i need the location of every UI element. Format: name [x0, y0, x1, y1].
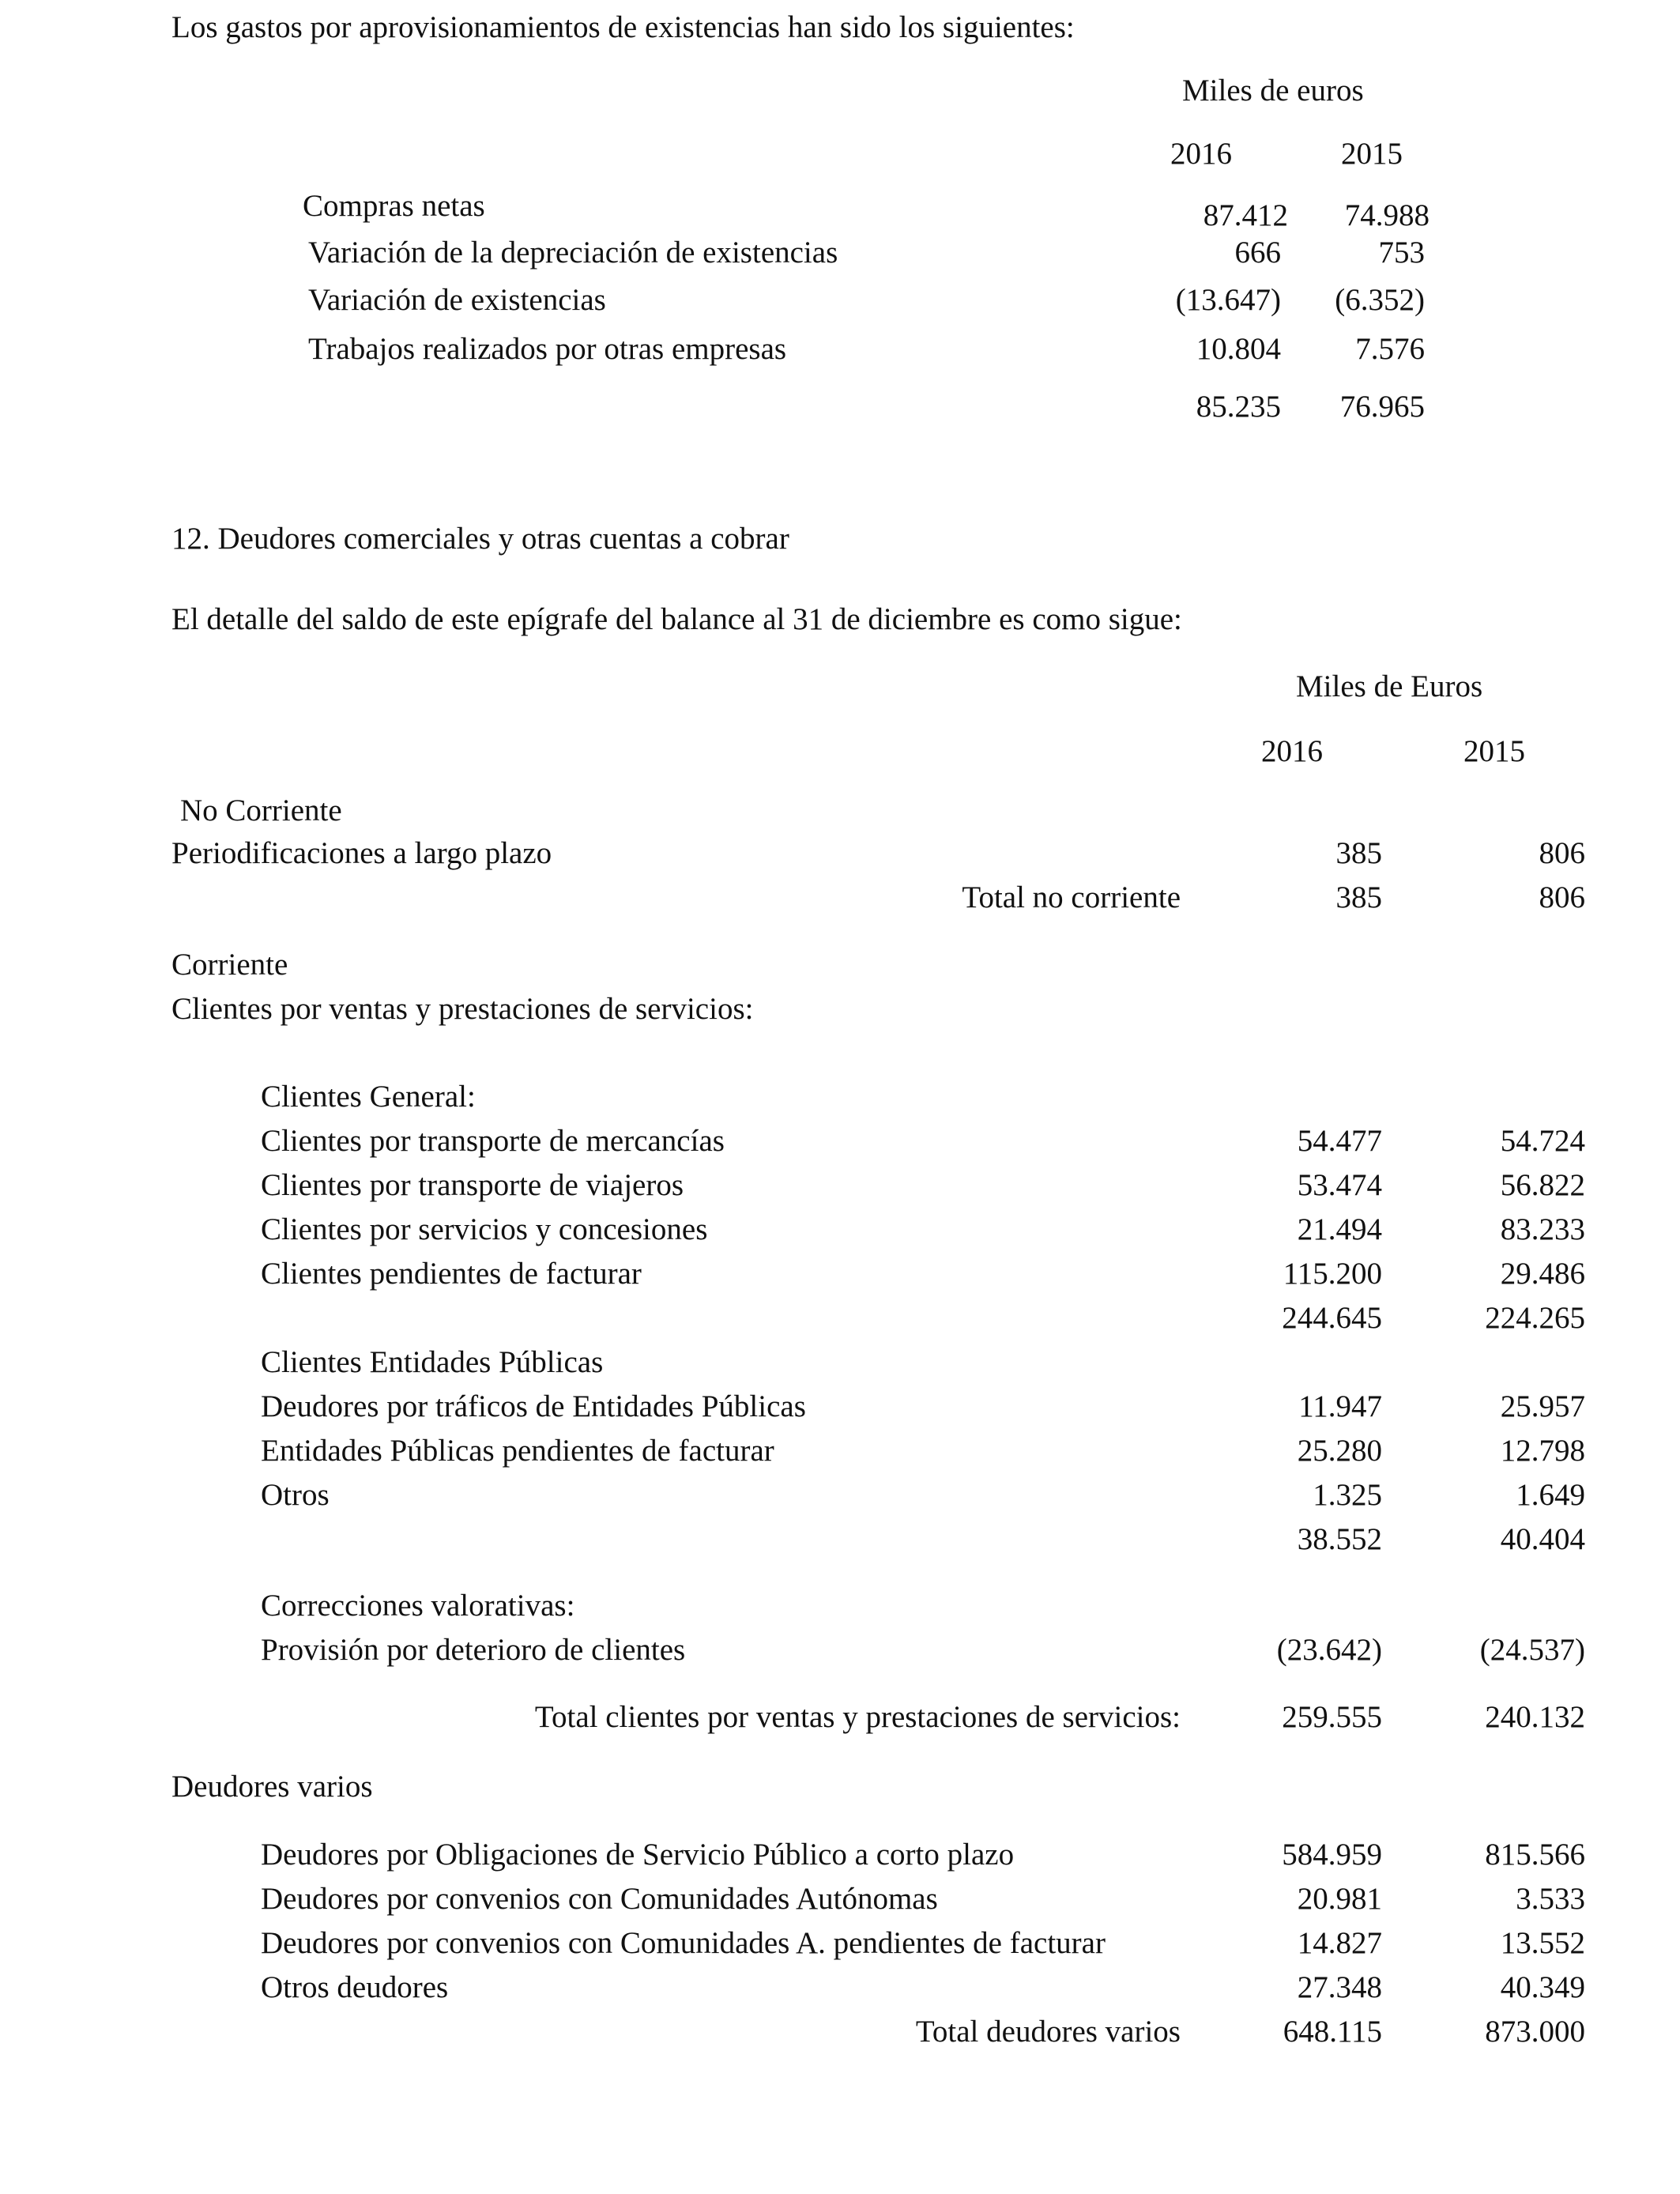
row-label: Otros deudores	[261, 1970, 449, 2004]
value-2016: 27.348	[1297, 1970, 1382, 2004]
row-label: Variación de existencias	[308, 283, 606, 317]
row-label: Clientes pendientes de facturar	[261, 1257, 642, 1291]
value-2015: 1.649	[1516, 1478, 1585, 1512]
clientes-general-heading: Clientes General:	[261, 1080, 476, 1114]
row-label: Deudores por convenios con Comunidades Autónomas	[261, 1882, 938, 1916]
value-2016: 14.827	[1297, 1926, 1382, 1960]
row-label: Deudores por tráficos de Entidades Públicas	[261, 1389, 806, 1423]
value-2016: (13.647)	[1175, 283, 1281, 317]
row-label: Periodificaciones a largo plazo	[171, 836, 552, 870]
row-label: Clientes por transporte de viajeros	[261, 1168, 684, 1202]
table1-unit-header: Miles de euros	[1182, 74, 1364, 107]
value-2016: 584.959	[1282, 1838, 1382, 1872]
value-2016: 1.325	[1313, 1478, 1382, 1512]
row-label: Clientes por servicios y concesiones	[261, 1212, 708, 1246]
row-label: Clientes por transporte de mercancías	[261, 1124, 725, 1158]
value-2015: 806	[1539, 836, 1585, 870]
intro-text: Los gastos por aprovisionamientos de existencias han sido los siguientes:	[171, 10, 1075, 44]
row-label: Deudores por convenios con Comunidades A. pendientes de facturar	[261, 1926, 1106, 1960]
value-2016: 385	[1335, 836, 1382, 870]
table1-year-2016: 2016	[1170, 137, 1232, 171]
corriente-heading: Corriente	[171, 948, 288, 982]
row-label: Compras netas	[303, 189, 485, 223]
value-2015: 12.798	[1500, 1434, 1585, 1468]
value-2016: 54.477	[1297, 1124, 1382, 1158]
row-label: Provisión por deterioro de clientes	[261, 1633, 686, 1667]
total-deudores-varios-label: Total deudores varios	[915, 2015, 1181, 2049]
value-2015: (6.352)	[1335, 283, 1425, 317]
value-2016: 11.947	[1298, 1389, 1382, 1423]
total-2016: 85.235	[1196, 390, 1281, 424]
section-intro: El detalle del saldo de este epígrafe del balance al 31 de diciembre es como sigue:	[171, 602, 1182, 636]
clientes-ventas-heading: Clientes por ventas y prestaciones de servicios:	[171, 992, 754, 1026]
section-heading: 12. Deudores comerciales y otras cuentas a cobrar	[171, 522, 789, 556]
value-2015: (24.537)	[1479, 1633, 1585, 1667]
value-2016: 25.280	[1297, 1434, 1382, 1468]
deudores-varios-heading: Deudores varios	[171, 1770, 373, 1804]
value-2015: 56.822	[1500, 1168, 1585, 1202]
value-2016: 666	[1234, 236, 1281, 270]
total-no-corriente-label: Total no corriente	[962, 880, 1181, 914]
value-2016: 53.474	[1297, 1168, 1382, 1202]
row-label: Entidades Públicas pendientes de facturar	[261, 1434, 774, 1468]
value-2016: 21.494	[1297, 1212, 1382, 1246]
value-2015: 40.404	[1500, 1522, 1585, 1556]
value-2016: 20.981	[1297, 1882, 1382, 1916]
value-2016: 87.412	[1203, 198, 1288, 232]
value-2015: 806	[1539, 880, 1585, 914]
value-2016: 648.115	[1283, 2015, 1382, 2049]
value-2016: 385	[1335, 880, 1382, 914]
value-2015: 74.988	[1344, 198, 1430, 232]
table2-year-2016: 2016	[1261, 734, 1323, 768]
no-corriente-heading: No Corriente	[180, 794, 342, 827]
value-2015: 29.486	[1500, 1257, 1585, 1291]
value-2015: 3.533	[1516, 1882, 1585, 1916]
row-label: Deudores por Obligaciones de Servicio Público a corto plazo	[261, 1838, 1015, 1872]
value-2015: 7.576	[1355, 332, 1425, 366]
value-2016: 259.555	[1282, 1700, 1382, 1734]
entidades-publicas-heading: Clientes Entidades Públicas	[261, 1345, 604, 1379]
value-2015: 753	[1378, 236, 1425, 270]
value-2015: 240.132	[1485, 1700, 1585, 1734]
table1-year-2015: 2015	[1341, 137, 1403, 171]
value-2015: 83.233	[1500, 1212, 1585, 1246]
value-2016: 115.200	[1283, 1257, 1382, 1291]
value-2015: 224.265	[1485, 1301, 1585, 1335]
value-2015: 25.957	[1500, 1389, 1585, 1423]
total-2015: 76.965	[1339, 390, 1425, 424]
total-clientes-label: Total clientes por ventas y prestaciones de servicios:	[534, 1700, 1181, 1734]
value-2015: 40.349	[1500, 1970, 1585, 2004]
value-2016: 244.645	[1282, 1301, 1382, 1335]
value-2016: (23.642)	[1276, 1633, 1382, 1667]
value-2016: 10.804	[1196, 332, 1281, 366]
row-label: Otros	[261, 1478, 330, 1512]
correcciones-heading: Correcciones valorativas:	[261, 1589, 575, 1623]
table2-unit-header: Miles de Euros	[1296, 669, 1483, 703]
row-label: Trabajos realizados por otras empresas	[308, 332, 787, 366]
table2-year-2015: 2015	[1463, 734, 1525, 768]
value-2015: 873.000	[1485, 2015, 1585, 2049]
value-2015: 54.724	[1500, 1124, 1585, 1158]
value-2016: 38.552	[1297, 1522, 1382, 1556]
value-2015: 13.552	[1500, 1926, 1585, 1960]
row-label: Variación de la depreciación de existencias	[308, 236, 838, 270]
value-2015: 815.566	[1485, 1838, 1585, 1872]
